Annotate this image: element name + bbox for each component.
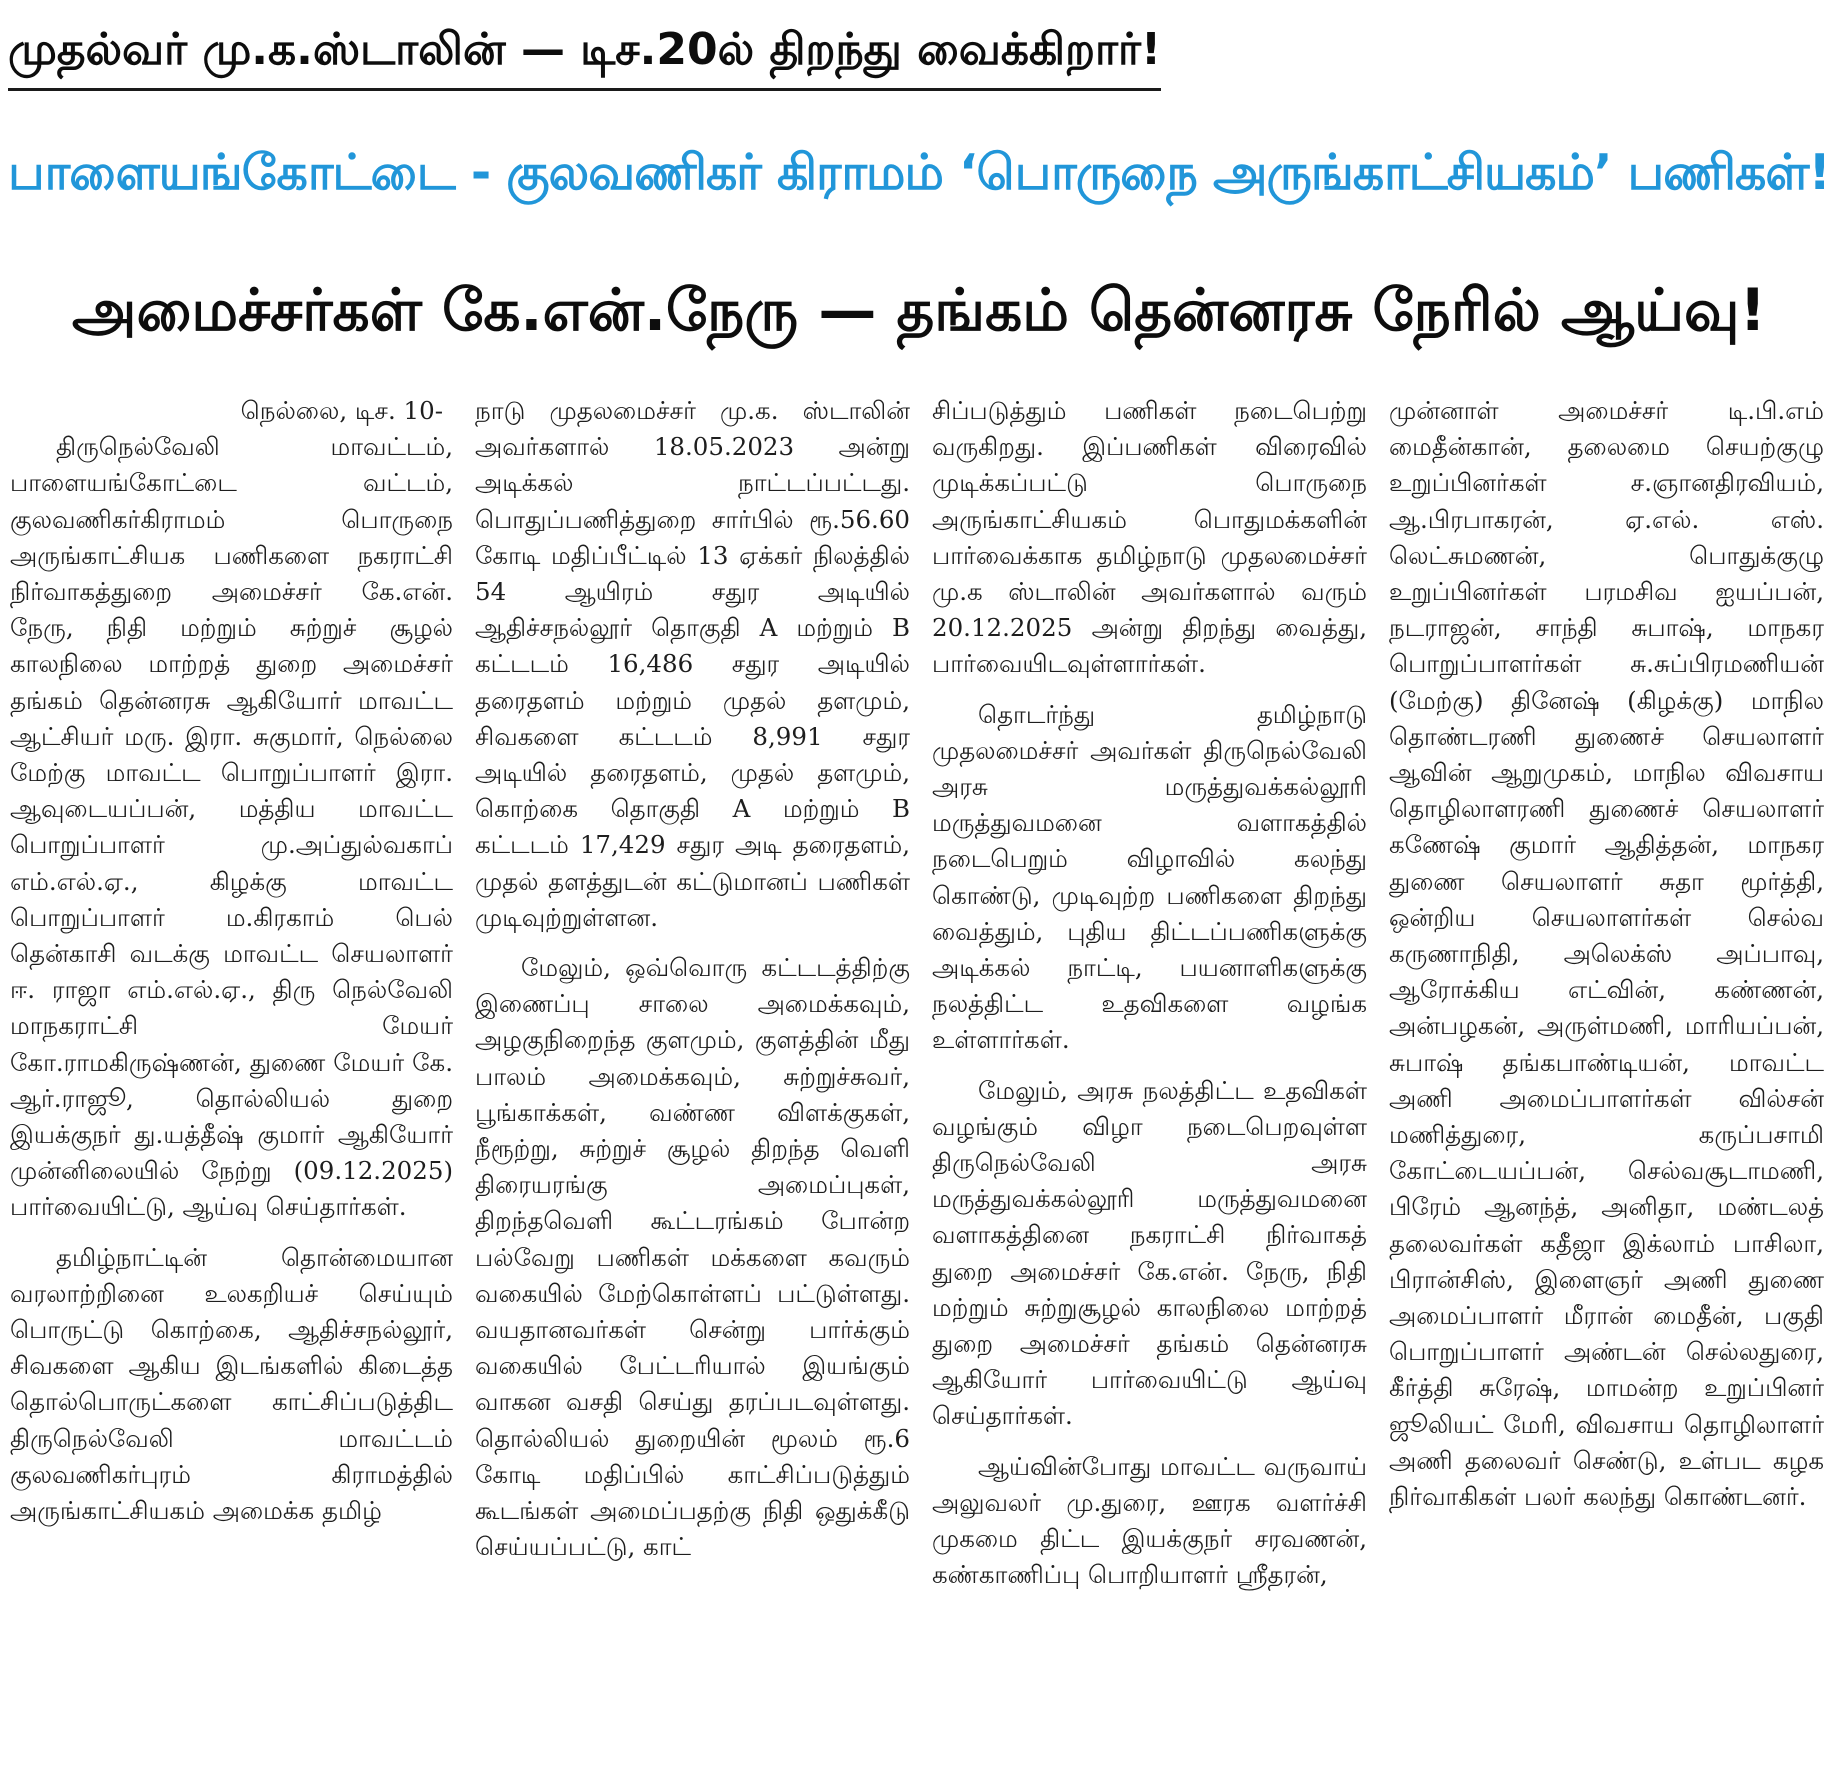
article-column-3 [920,393,1377,1761]
paragraph: முன்னாள் அமைச்சர் டி.பி.எம் மைதீன்கான், தலைமை செயற்குழு உறுப்பினர்கள் ச.ஞானதிரவியம், ஆ.பிரபாகரன், ஏ.எல். எஸ். லெட்சுமணன், பொதுக்குழு உறுப்பினர்கள் பரமசிவ ஐயப்பன், நடராஜன், சாந்தி சுபாஷ், மாநகர பொறுப்பாளர்கள் சு.சுப்பிரமணியன் (மேற்கு) தினேஷ் (கிழக்கு) மாநில தொண்டரணி துணைச் செயலாளர் ஆவின் ஆறுமுகம், மாநில விவசாய தொழிலாளரணி துணைச் செயலாளர் கணேஷ் குமார் ஆதித்தன், மாநகர துணை செயலாளர் சுதா மூர்த்தி, ஒன்றிய செயலாளர்கள் செல்வ கருணாநிதி, அலெக்ஸ் அப்பாவு, ஆரோக்கிய எட்வின், கண்ணன், அன்பழகன், அருள்மணி, மாரியப்பன், சுபாஷ் தங்கபாண்டியன், மாவட்ட அணி அமைப்பாளர்கள் வில்சன் மணித்துரை, கருப்பசாமி கோட்டையப்பன், செல்வசூடாமணி, பிரேம் ஆனந்த், அனிதா, மண்டலத் தலைவர்கள் கதீஜா இக்லாம் பாசிலா, பிரான்சிஸ், இளைஞர் அணி துணை அமைப்பாளர் மீரான் மைதீன், பகுதி பொறுப்பாளர் அண்டன் செல்லதுரை, கீர்த்தி சுரேஷ், மாமன்ற உறுப்பினர் ஜூலியட் மேரி, விவசாய தொழிலாளர் அணி தலைவர் செண்டு, உள்பட கழக நிர்வாகிகள் பலர் கலந்து கொண்டனர். [1389,396,1824,1512]
paragraph: திருநெல்வேலி மாவட்டம், பாளையங்கோட்டை வட்டம், குலவணிகர்கிராமம் பொருநை அருங்காட்சியக பணிகளை நகராட்சி நிர்வாகத்துறை அமைச்சர் கே.என். நேரு, நிதி மற்றும் சுற்றுச் சூழல் காலநிலை மாற்றத் துறை அமைச்சர் தங்கம் தென்னரசு ஆகியோர் மாவட்ட ஆட்சியர் மரு. இரா. சுகுமார், நெல்லை மேற்கு மாவட்ட பொறுப்பாளர் இரா. ஆவுடையப்பன், மத்திய மாவட்ட பொறுப்பாளர் மு.அப்துல்வகாப் எம்.எல்.ஏ., கிழக்கு மாவட்ட பொறுப்பாளர் ம.கிரகாம் பெல் தென்காசி வடக்கு மாவட்ட செயலாளர் ஈ. ராஜா எம்.எல்.ஏ., திரு நெல்வேலி மாநகராட்சி மேயர் கோ.ராமகிருஷ்ணன், துணை மேயர் கே. ஆர்.ராஜூ, தொல்லியல் துறை இயக்குநர் து.யத்தீஷ் குமார் ஆகியோர் முன்னிலையில் நேற்று (09.12.2025) பார்வையிட்டு, ஆய்வு செய்தார்கள். [10,432,453,1222]
paragraph: ஆய்வின்போது மாவட்ட வருவாய் அலுவலர் மு.துரை, ஊரக வளர்ச்சி முகமை திட்ட இயக்குநர் சரவணன், கண்காணிப்பு பொறியாளர் ஸ்ரீதரன், [932,1451,1367,1590]
paragraph: சிப்படுத்தும் பணிகள் நடைபெற்று வருகிறது. இப்பணிகள் விரைவில் முடிக்கப்பட்டு பொருநை அருங்காட்சியகம் பொதுமக்களின் பார்வைக்காக தமிழ்நாடு முதலமைச்சர் மு.க ஸ்டாலின் அவர்களால் வரும் 20.12.2025 அன்று திறந்து வைத்து, பார்வையிடவுள்ளார்கள். [932,396,1367,679]
kicker-headline: முதல்வர் மு.க.ஸ்டாலின் — டிச.20ல் திறந்து வைக்கிறார்! [8,18,1161,91]
dateline: நெல்லை, டிச. 10- [240,396,443,425]
paragraph: நாடு முதலமைச்சர் மு.க. ஸ்டாலின் அவர்களால் 18.05.2023 அன்று அடிக்கல் நாட்டப்பட்டது. பொதுப்பணித்துறை சார்பில் ரூ.56.60 கோடி மதிப்பீட்டில் 13 ஏக்கர் நிலத்தில் 54 ஆயிரம் சதுர அடியில் ஆதிச்சநல்லூர் தொகுதி A மற்றும் B கட்டடம் 16,486 சதுர அடியில் தரைதளம் மற்றும் முதல் தளமும், சிவகளை கட்டடம் 8,991 சதுர அடியில் தரைதளம், முதல் தளமும், கொற்கை தொகுதி A மற்றும் B கட்டடம் 17,429 சதுர அடி தரைதளம், முதல் தளத்துடன் கட்டுமானப் பணிகள் முடிவுற்றுள்ளன. [475,396,910,932]
paragraph: தமிழ்நாட்டின் தொன்மையான வரலாற்றினை உலகறியச் செய்யும் பொருட்டு கொற்கை, ஆதிச்சநல்லூர், சிவகளை ஆகிய இடங்களில் கிடைத்த தொல்பொருட்களை காட்சிப்படுத்திட திருநெல்வேலி மாவட்டம் குலவணிகர்புரம் கிராமத்தில் அருங்காட்சியகம் அமைக்க தமிழ் [10,1242,453,1526]
article-column-4 [1377,393,1834,1761]
paragraph: மேலும், ஒவ்வொரு கட்டடத்திற்கு இணைப்பு சாலை அமைக்கவும், அழகுநிறைந்த குளமும், குளத்தின் மீது பாலம் அமைக்கவும், சுற்றுச்சுவர், பூங்காக்கள், வண்ண விளக்குகள், நீரூற்று, சுற்றுச் சூழல் திறந்த வெளி திரையரங்கு அமைப்புகள், திறந்தவெளி கூட்டரங்கம் போன்ற பல்வேறு பணிகள் மக்களை கவரும் வகையில் மேற்கொள்ளப் பட்டுள்ளது. வயதானவர்கள் சென்று பார்க்கும் வகையில் பேட்டரியால் இயங்கும் வாகன வசதி செய்து தரப்படவுள்ளது. தொல்லியல் துறையின் மூலம் ரூ.6 கோடி மதிப்பில் காட்சிப்படுத்தும் கூடங்கள் அமைப்பதற்கு நிதி ஒதுக்கீடு செய்யப்பட்டு, காட் [475,953,910,1562]
sub-headline: அமைச்சர்கள் கே.என்.நேரு — தங்கம் தென்னரசு நேரில் ஆய்வு! [71,276,1766,344]
paragraph: தொடர்ந்து தமிழ்நாடு முதலமைச்சர் அவர்கள் திருநெல்வேலி அரசு மருத்துவக்கல்லூரி மருத்துவமனை வளாகத்தில் நடைபெறும் விழாவில் கலந்து கொண்டு, முடிவுற்ற பணிகளை திறந்து வைத்தும், புதிய திட்டப்பணிகளுக்கு அடிக்கல் நாட்டி, பயனாளிகளுக்கு நலத்திட்ட உதவிகளை வழங்க உள்ளார்கள். [932,699,1367,1055]
article-body [6,393,1836,1761]
article-column-2 [463,393,920,1761]
main-headline: பாளையங்கோட்டை - குலவணிகர் கிராமம் ‘பொருநை அருங்காட்சியகம்’ பணிகள்! [8,144,1830,201]
paragraph: மேலும், அரசு நலத்திட்ட உதவிகள் வழங்கும் விழா நடைபெறவுள்ள திருநெல்வேலி அரசு மருத்துவக்கல்லூரி மருத்துவமனை வளாகத்தினை நகராட்சி நிர்வாகத் துறை அமைச்சர் கே.என். நேரு, நிதி மற்றும் சுற்றுசூழல் காலநிலை மாற்றத் துறை அமைச்சர் தங்கம் தென்னரசு ஆகியோர் பார்வையிட்டு ஆய்வு செய்தார்கள். [932,1075,1367,1431]
article-column-1 [6,393,463,1761]
